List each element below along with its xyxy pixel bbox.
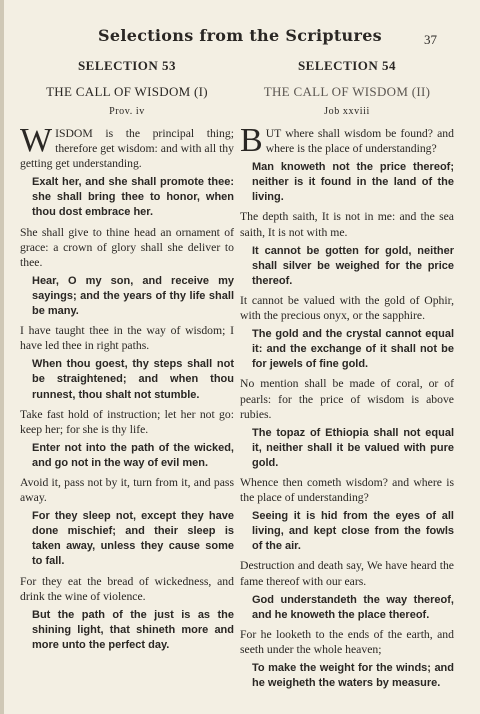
reading-verse	[20, 122, 234, 171]
response-verse	[240, 593, 454, 623]
response-verse	[20, 509, 234, 569]
response-verse	[20, 608, 234, 653]
response-verse	[240, 509, 454, 554]
response-verse	[240, 327, 454, 372]
verse-text: The depth saith, It is not in me: and the sea saith, It is not with me.	[240, 210, 454, 239]
verse-text: When thou goest, thy steps shall not be straightened; and when thou runnest, thou shalt not stumble.	[32, 358, 234, 401]
verse-text: Whence then cometh wisdom? and where is the place of understanding?	[240, 475, 454, 505]
verse-text: The gold and the crystal cannot equal it: and the exchange of it shall not be for jewels of fine gold.	[252, 328, 454, 371]
verse-text: I have taught thee in the way of wisdom; I have led thee in right paths.	[20, 324, 234, 353]
reading-verse	[240, 376, 454, 421]
reading-verse	[20, 407, 234, 437]
verse-text: She shall give to thine head an ornament of grace: a crown of glory shall she deliver to thee.	[20, 225, 234, 269]
selection-heading: SELECTION 54	[297, 58, 397, 73]
verse-text: It cannot be valued with the gold of Ophir, with the precious onyx, or the sapphire.	[240, 293, 454, 323]
drop-cap: W	[20, 122, 53, 159]
response-verse	[20, 274, 234, 319]
verse-text: No mention shall be made of coral, or of pearls: for the price of wisdom is above rubies.	[240, 377, 454, 421]
verse-text: For they eat the bread of wickedness, and drink the wine of violence.	[20, 574, 234, 603]
reading-verse	[20, 323, 234, 353]
response-verse	[240, 244, 454, 289]
response-verse	[20, 357, 234, 402]
right-column	[240, 58, 454, 695]
reading-verse	[20, 574, 234, 604]
verse-text: It cannot be gotten for gold, neither shall silver be weighed for the price thereof.	[252, 244, 454, 287]
selection-heading: SELECTION 53	[77, 58, 177, 73]
verse-text: Enter not into the path of the wicked, and go not in the way of evil men.	[32, 441, 234, 469]
reading-verse	[240, 209, 454, 239]
reading-verse	[240, 475, 454, 505]
selection-title: THE CALL OF WISDOM (II)	[263, 84, 431, 99]
verse-text: Take fast hold of instruction; let her not go: keep her; for she is thy life.	[20, 407, 234, 436]
selection-text	[240, 122, 454, 691]
page-spine-shadow	[0, 0, 4, 714]
verse-text: But the path of the just is as the shining light, that shineth more and more unto the perfect day.	[32, 608, 234, 651]
verse-text: For they sleep not, except they have done mischief; and their sleep is taken away, unless they cause some to fall.	[32, 510, 234, 568]
selection-text	[20, 122, 234, 653]
response-verse	[240, 160, 454, 205]
running-title: Selections from the Scriptures	[98, 26, 382, 45]
reading-verse	[240, 558, 454, 588]
reading-verse	[240, 293, 454, 323]
reading-verse	[20, 475, 234, 505]
verse-text: ISDOM is the principal thing; therefore get wisdom: and with all thy getting get understanding.	[20, 127, 234, 171]
left-column	[20, 58, 234, 657]
response-verse	[20, 441, 234, 471]
verse-text: Hear, O my son, and receive my sayings; and the years of thy life shall be many.	[32, 274, 234, 318]
response-verse	[240, 426, 454, 471]
selection-title: THE CALL OF WISDOM (I)	[46, 84, 208, 99]
verse-text: Seeing it is hid from the eyes of all living, and kept close from the fowls of the air.	[252, 510, 454, 553]
reading-verse	[240, 627, 454, 657]
verse-text: God understandeth the way thereof, and he knoweth the place thereof.	[252, 593, 454, 621]
verse-text: Avoid it, pass not by it, turn from it, and pass away.	[20, 475, 234, 505]
reading-verse	[240, 122, 454, 159]
page-number: 37	[424, 32, 437, 47]
response-verse	[20, 175, 234, 220]
drop-cap: B	[240, 122, 263, 159]
verse-text: UT where shall wisdom be found? and where is the place of understanding?	[265, 127, 454, 156]
scripture-reference: Prov. iv	[109, 106, 145, 117]
verse-text: Man knoweth not the price thereof; neither is it found in the land of the living.	[252, 161, 454, 204]
verse-text: For he looketh to the ends of the earth, and seeth under the whole heaven;	[240, 627, 454, 656]
verse-text: To make the weight for the winds; and he weigheth the waters by measure.	[252, 662, 454, 690]
reading-verse	[20, 225, 234, 270]
verse-text: The topaz of Ethiopia shall not equal it, neither shall it be valued with pure gold.	[252, 426, 454, 469]
scripture-reference: Job xxviii	[324, 106, 370, 117]
verse-text: Destruction and death say, We have heard the fame thereof with our ears.	[240, 559, 454, 588]
verse-text: Exalt her, and she shall promote thee: she shall bring thee to honor, when thou dost embrace her.	[32, 176, 234, 219]
response-verse	[240, 661, 454, 691]
